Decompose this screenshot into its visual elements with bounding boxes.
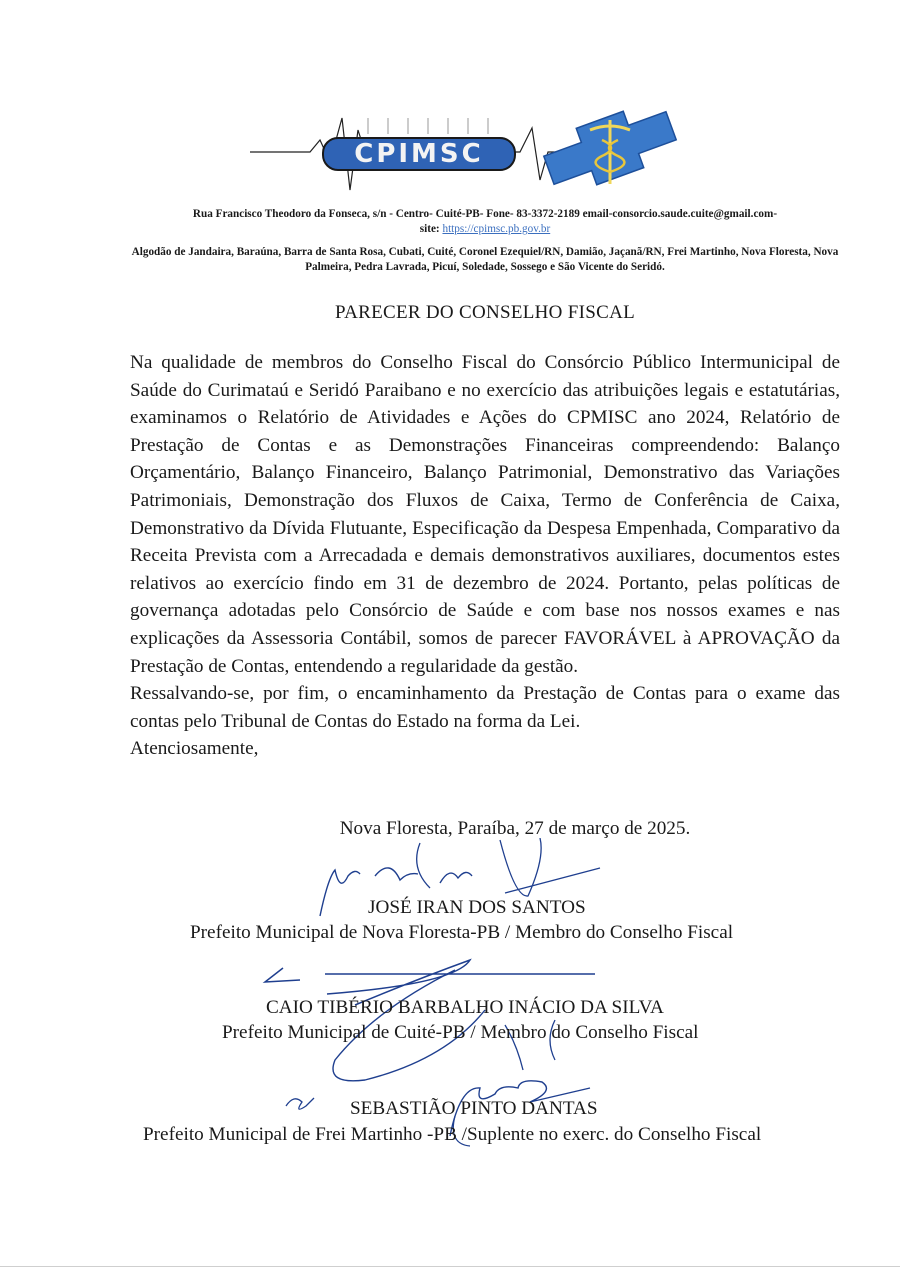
signatory-3-role: Prefeito Municipal de Frei Martinho -PB /Suplente no exerc. do Conselho Fiscal — [143, 1124, 762, 1145]
signatory-3-name: SEBASTIÃO PINTO DANTAS — [350, 1098, 598, 1119]
member-municipalities: Algodão de Jandaira, Baraúna, Barra de Santa Rosa, Cubati, Cuité, Coronel Ezequiel/RN, Damião, Jaçanã/RN, Frei Martinho, Nova Floresta, Nova Palmeira, Pedra Lavrada, Picuí, Soledade, Sossego e São Vicente do Seridó. — [131, 246, 839, 273]
site-link[interactable]: https://cpimsc.pb.gov.br — [442, 223, 551, 235]
page-bottom-edge — [0, 1266, 900, 1267]
letterhead-address — [120, 207, 850, 237]
body-paragraph-2: Ressalvando-se, por fim, o encaminhamento da Prestação de Contas para o exame das contas pelo Tribunal de Contas do Estado na forma da Lei. — [130, 683, 840, 732]
signatory-1-role: Prefeito Municipal de Nova Floresta-PB / Membro do Conselho Fiscal — [190, 922, 734, 943]
logo-wordmark: CPIMSC — [322, 137, 516, 171]
cpimsc-logo — [250, 100, 690, 200]
signatory-1-name: JOSÉ IRAN DOS SANTOS — [368, 897, 586, 918]
date-line: Nova Floresta, Paraíba, 27 de março de 2025. — [339, 818, 691, 839]
signatory-2-role: Prefeito Municipal de Cuité-PB / Membro do Conselho Fiscal — [222, 1022, 699, 1043]
site-line — [120, 222, 850, 237]
document-body — [130, 349, 840, 763]
signatory-2-name: CAIO TIBÉRIO BARBALHO INÁCIO DA SILVA — [266, 997, 664, 1018]
closing-salutation: Atenciosamente, — [130, 738, 259, 760]
site-label: site: — [419, 223, 440, 235]
address-line: Rua Francisco Theodoro da Fonseca, s/n - Centro- Cuité-PB- Fone- 83-3372-2189 email-consorcio.saude.cuite@gmail.com- — [192, 208, 778, 220]
document-title: PARECER DO CONSELHO FISCAL — [334, 302, 636, 323]
body-paragraph-1: Na qualidade de membros do Conselho Fiscal do Consórcio Público Intermunicipal de Saúde do Curimataú e Seridó Paraibano e no exercício das atribuições legais e estatutárias, examinamos o Relatório de Atividades e Ações do CPMISC ano 2024, Relatório de Prestação de Contas e as Demonstrações Financeiras compreendendo: Balanço Orçamentário, Balanço Financeiro, Balanço Patrimonial, Demonstrativo das Variações Patrimoniais, Demonstração dos Fluxos de Caixa, Termo de Conferência de Caixa, Demonstrativo da Dívida Flutuante, Especificação da Despesa Empenhada, Comparativo da Receita Prevista com a Arrecadada e demais demonstrativos auxiliares, documentos estes relativos ao exercício findo em 31 de dezembro de 2024. Portanto, pelas políticas de governança adotadas pelo Consórcio de Saúde e com base nos nossos exames e nas explicações da Assessoria Contábil, somos de parecer FAVORÁVEL à APROVAÇÃO da Prestação de Contas, entendendo a regularidade da gestão. — [130, 352, 840, 677]
